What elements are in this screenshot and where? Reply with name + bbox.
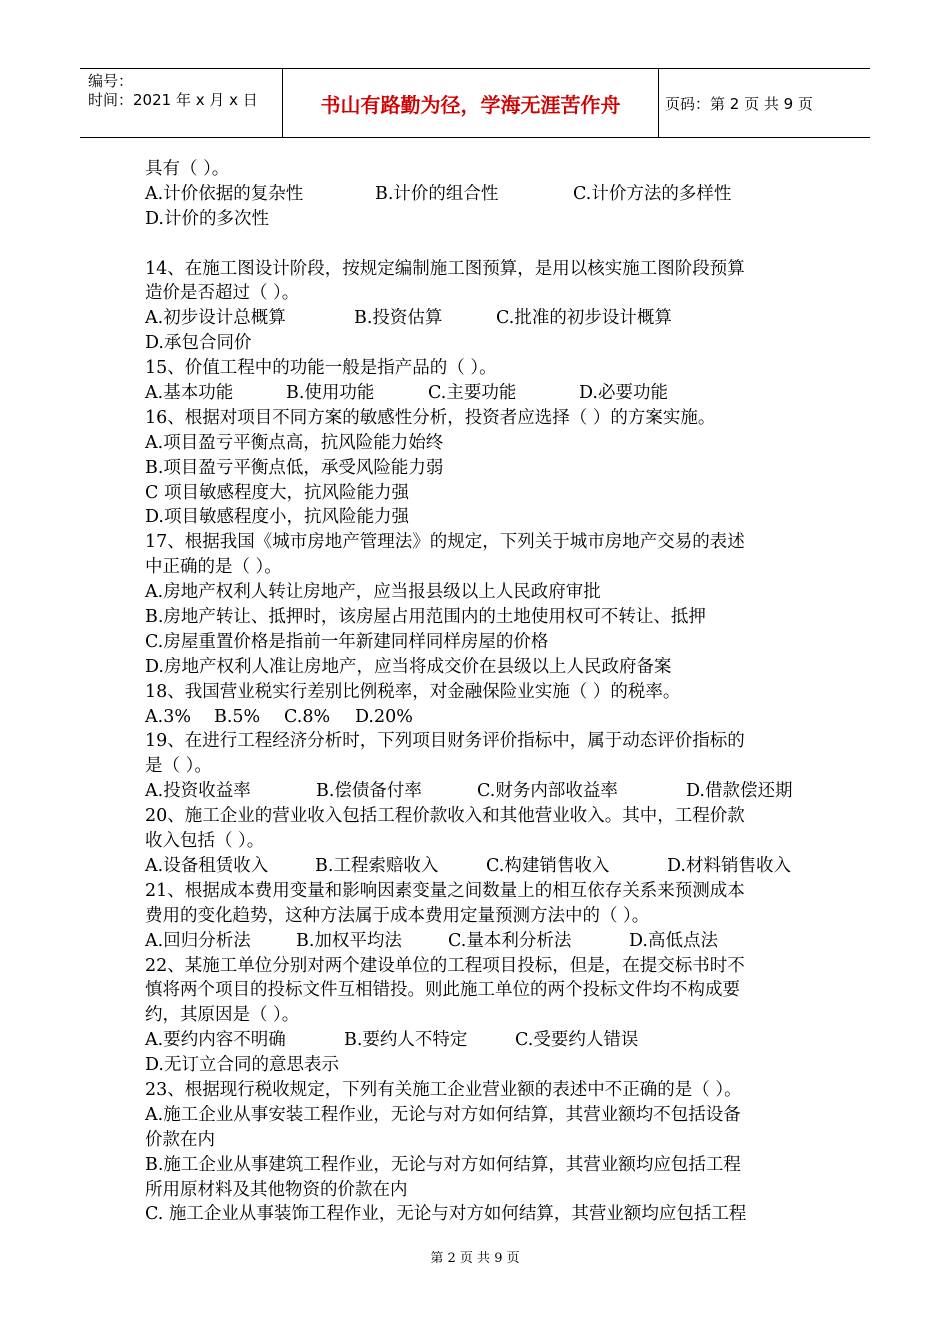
option: B.工程索赔收入 <box>315 855 439 876</box>
text-line: 所用原材料及其他物资的价款在内 <box>145 1179 408 1200</box>
time-label: 时间：2021 年 x 月 x 日 <box>88 91 258 109</box>
option: B.加权平均法 <box>296 930 402 951</box>
text-line: 收入包括（ ）。 <box>145 831 265 852</box>
text-line: C.房屋重置价格是指前一年新建同样同样房屋的价格 <box>145 631 549 652</box>
header-meta <box>80 69 283 137</box>
text-line: D.计价的多次性 <box>145 208 269 229</box>
question-15: 15、价值工程中的功能一般是指产品的（ ）。 <box>145 358 497 379</box>
question-17: 17、根据我国《城市房地产管理法》的规定，下列关于城市房地产交易的表述 <box>145 532 745 553</box>
option-row <box>145 182 815 207</box>
header-motto: 书山有路勤为径，学海无涯苦作舟 <box>283 69 659 137</box>
option: C.财务内部收益率 <box>477 781 618 802</box>
text-line: 具有（ ）。 <box>145 159 230 179</box>
question-22: 22、某施工单位分别对两个建设单位的工程项目投标，但是，在提交标书时不 <box>145 955 745 976</box>
question-19: 19、在进行工程经济分析时，下列项目财务评价指标中，属于动态评价指标的 <box>145 731 745 752</box>
question-18: 18、我国营业税实行差别比例税率，对金融保险业实施（ ）的税率。 <box>145 681 681 702</box>
text-line: A.房地产权利人转让房地产，应当报县级以上人民政府审批 <box>145 582 601 603</box>
option: D.材料销售收入 <box>667 855 791 876</box>
text-line: B.项目盈亏平衡点低，承受风险能力弱 <box>145 457 444 478</box>
document-body <box>145 157 815 1227</box>
option: D.必要功能 <box>579 383 668 404</box>
question-14: 14、在施工图设计阶段，按规定编制施工图预算，是用以核实施工图阶段预算 <box>145 258 745 279</box>
text-line: D.无订立合同的意思表示 <box>145 1055 339 1076</box>
text-line: C 项目敏感程度大，抗风险能力强 <box>145 482 409 503</box>
option: C.8% <box>284 706 331 727</box>
option: C.批准的初步设计概算 <box>496 308 672 329</box>
text-line: 慎将两个项目的投标文件互相错投。则此施工单位的两个投标文件均不构成要 <box>145 980 740 1001</box>
option: D.高低点法 <box>629 930 718 951</box>
text-line: 造价是否超过（ ）。 <box>145 283 300 304</box>
option: B.使用功能 <box>286 383 375 404</box>
option-row <box>145 381 815 406</box>
option: A.计价依据的复杂性 <box>145 183 304 204</box>
number-label: 编号： <box>88 72 134 90</box>
option: C.主要功能 <box>428 383 517 404</box>
option: A.回归分析法 <box>145 930 251 951</box>
option: B.5% <box>214 706 261 727</box>
option: A.3% <box>145 706 191 727</box>
option: A.基本功能 <box>145 383 234 404</box>
header-page-number: 页码：第 2 页 共 9 页 <box>665 94 813 113</box>
page-header <box>80 68 870 138</box>
text-line: C. 施工企业从事装饰工程作业，无论与对方如何结算，其营业额均应包括工程 <box>145 1204 747 1225</box>
option-row <box>145 929 815 954</box>
option: A.投资收益率 <box>145 781 251 802</box>
text-line: A.项目盈亏平衡点高，抗风险能力始终 <box>145 432 444 453</box>
text-line: 中正确的是（ ）。 <box>145 557 282 578</box>
text-line: D.承包合同价 <box>145 333 252 354</box>
option: B.计价的组合性 <box>375 183 499 204</box>
question-21: 21、根据成本费用变量和影响因素变量之间数量上的相互依存关系来预测成本 <box>145 880 745 901</box>
text-line: D.项目敏感程度小，抗风险能力强 <box>145 507 409 528</box>
page-footer: 第 2 页 共 9 页 <box>430 1251 520 1266</box>
blank-line <box>145 232 815 257</box>
question-20: 20、施工企业的营业收入包括工程价款收入和其他营业收入。其中，工程价款 <box>145 806 745 827</box>
text-line: B.施工企业从事建筑工程作业，无论与对方如何结算，其营业额均应包括工程 <box>145 1154 741 1175</box>
text-line: B.房地产转让、抵押时，该房屋占用范围内的土地使用权可不转让、抵押 <box>145 607 706 628</box>
option: C.构建销售收入 <box>486 855 610 876</box>
option: B.投资估算 <box>354 308 443 329</box>
text-line: 价款在内 <box>145 1129 215 1150</box>
text-line: A.施工企业从事安装工程作业，无论与对方如何结算，其营业额均不包括设备 <box>145 1104 741 1125</box>
option: B.要约人不特定 <box>344 1030 468 1051</box>
option-row <box>145 306 815 331</box>
option: C.受要约人错误 <box>515 1030 639 1051</box>
option: B.偿债备付率 <box>316 781 422 802</box>
text-line: 是（ ）。 <box>145 756 212 777</box>
option-row <box>145 854 815 879</box>
text-line: 约，其原因是（ ）。 <box>145 1005 300 1026</box>
question-23: 23、根据现行税收规定，下列有关施工企业营业额的表述中不正确的是（ ）。 <box>145 1079 742 1100</box>
question-16: 16、根据对项目不同方案的敏感性分析，投资者应选择（ ）的方案实施。 <box>145 407 716 428</box>
option: D.20% <box>355 706 413 727</box>
option: A.初步设计总概算 <box>145 308 286 329</box>
option: C.计价方法的多样性 <box>573 183 732 204</box>
option: C.量本利分析法 <box>448 930 572 951</box>
option: A.设备租赁收入 <box>145 855 269 876</box>
option-row <box>145 779 815 804</box>
option-row <box>145 705 815 730</box>
option: D.借款偿还期 <box>686 781 793 802</box>
option-row <box>145 1028 815 1053</box>
text-line: D.房地产权利人准让房地产，应当将成交价在县级以上人民政府备案 <box>145 656 672 677</box>
option: A.要约内容不明确 <box>145 1030 286 1051</box>
text-line: 费用的变化趋势，这种方法属于成本费用定量预测方法中的（ ）。 <box>145 905 650 926</box>
